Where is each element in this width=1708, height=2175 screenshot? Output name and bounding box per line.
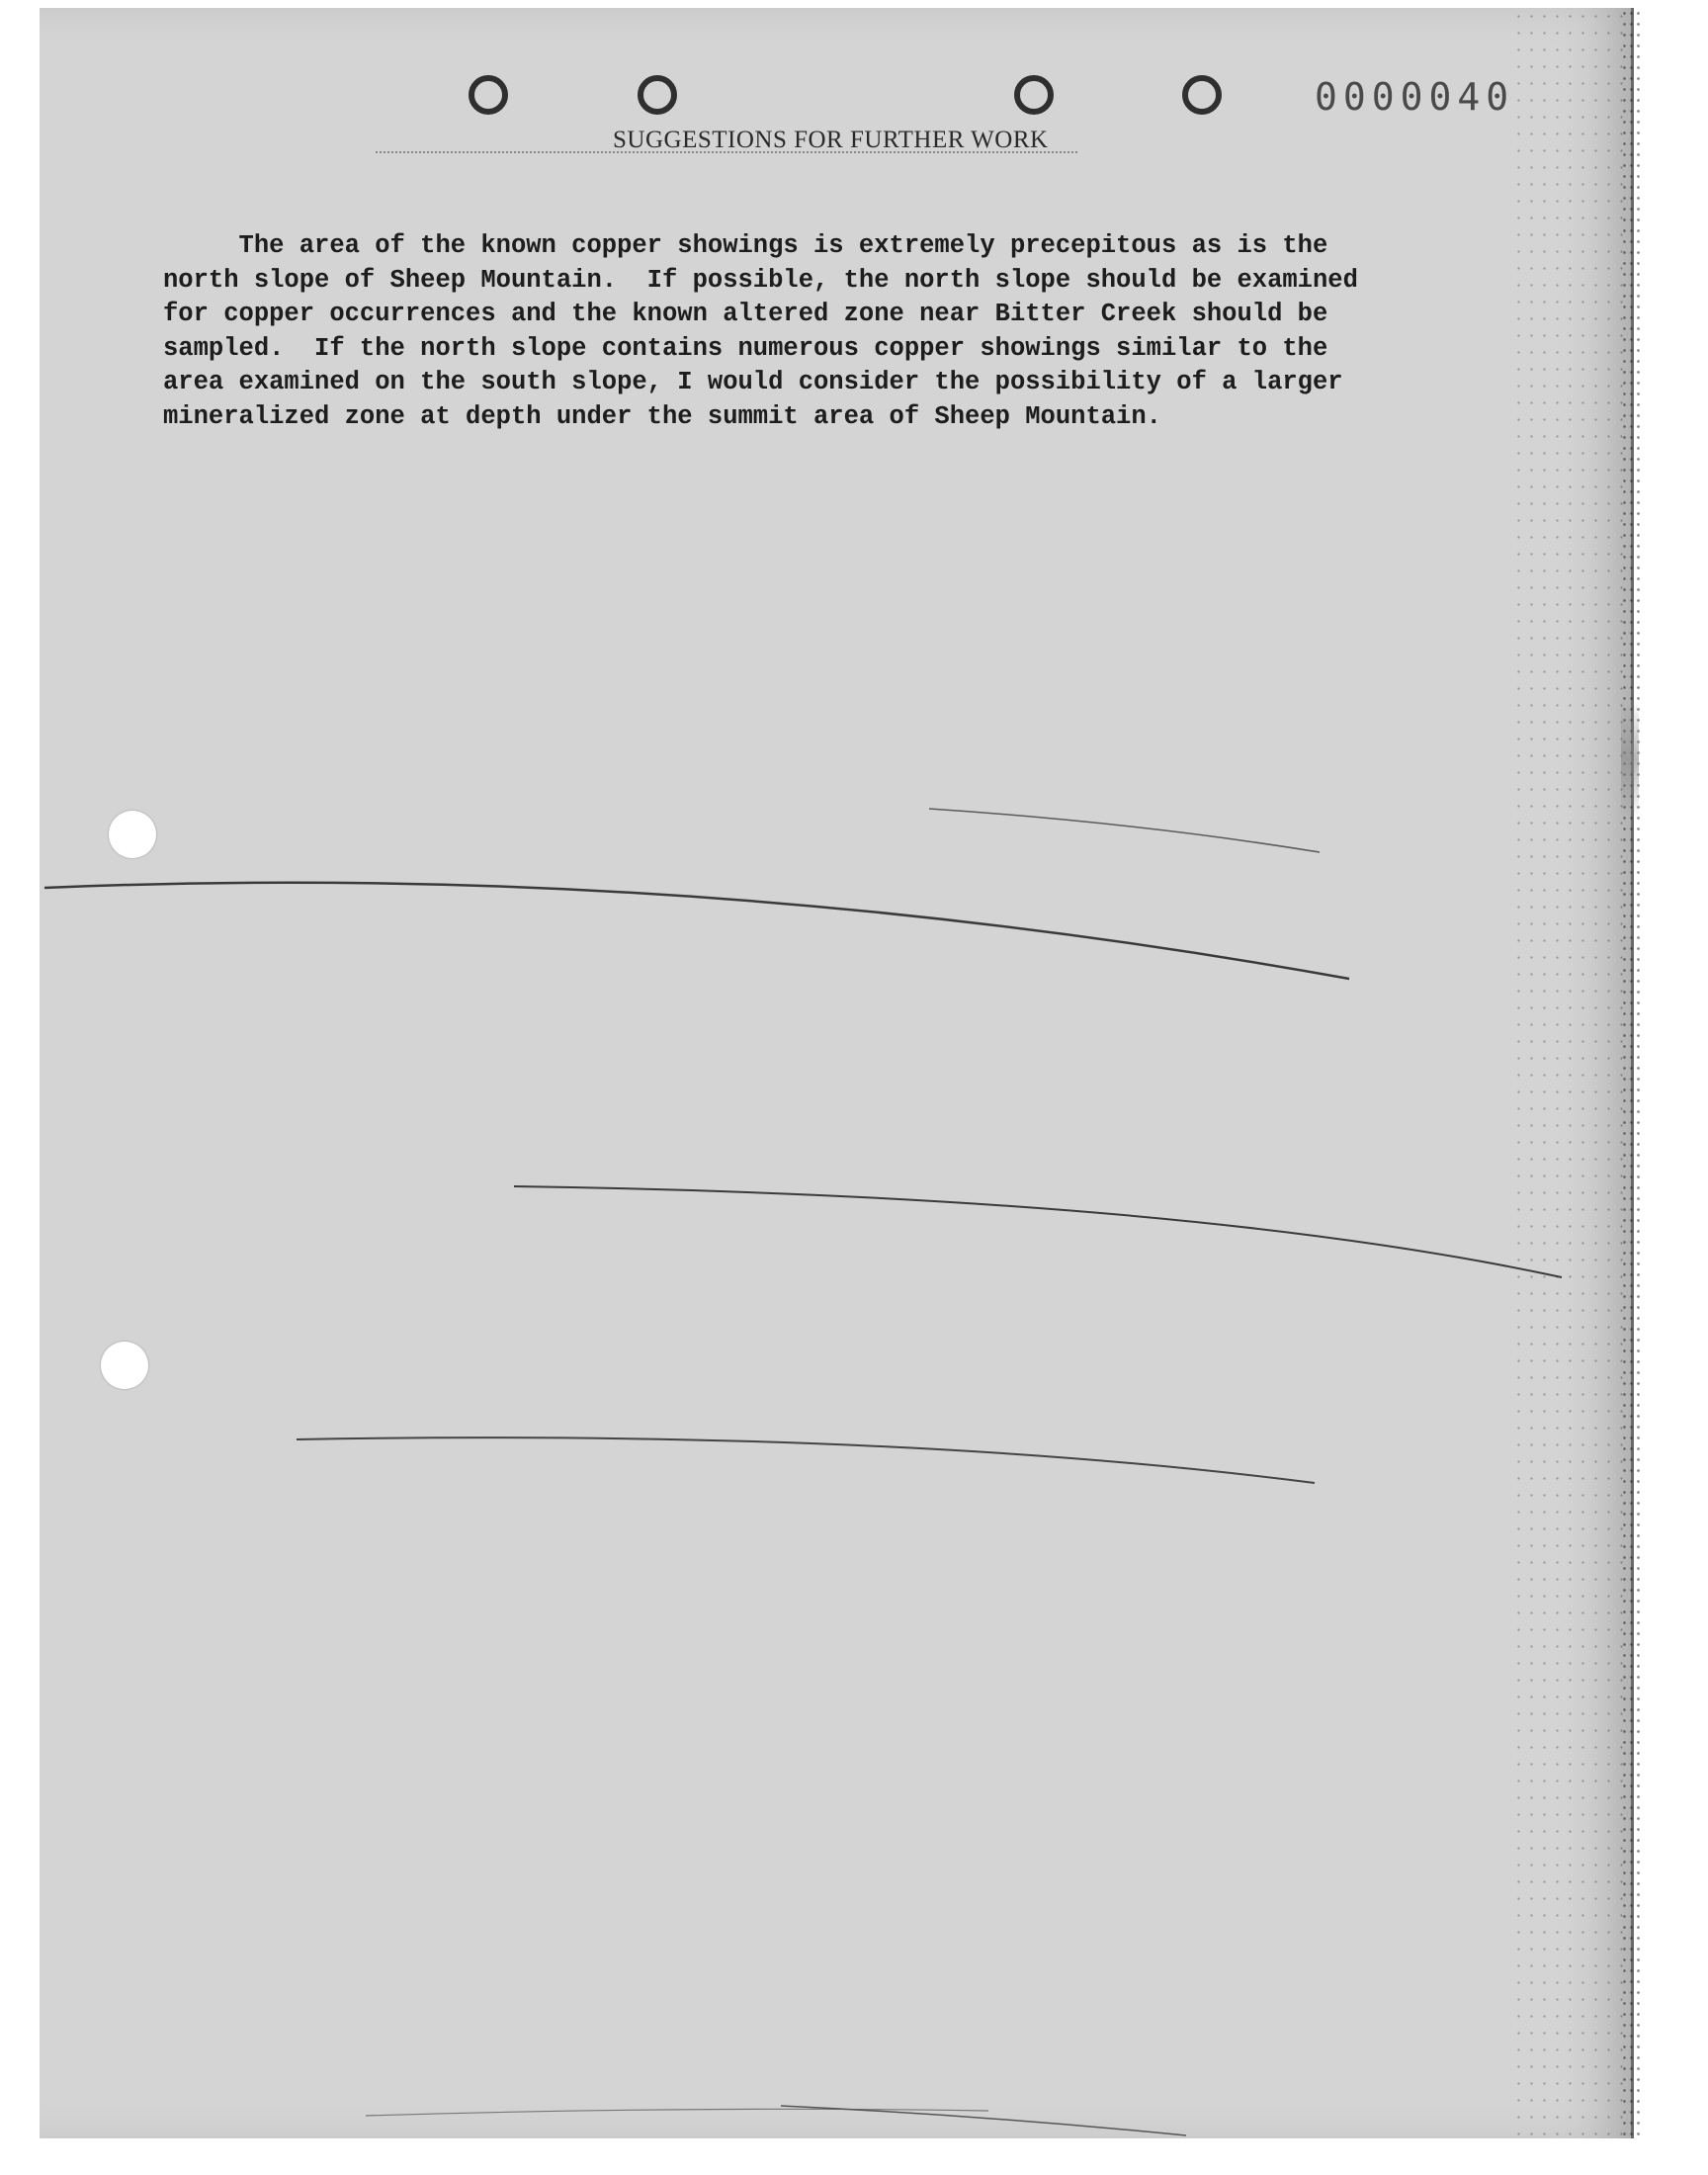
body-line: sampled. If the north slope contains numerous copper showings similar to the (163, 333, 1328, 363)
body-line: north slope of Sheep Mountain. If possible, the north slope should be examined (163, 265, 1358, 295)
document-number: 0000040 (1315, 75, 1515, 119)
body-line: for copper occurrences and the known altered zone near Bitter Creek should be (163, 300, 1328, 328)
body-line: area examined on the south slope, I would consider the possibility of a larger (163, 368, 1343, 396)
body-line: The area of the known copper showings is extremely precepitous as is the (163, 231, 1328, 260)
page-title: SUGGESTIONS FOR FURTHER WORK (613, 127, 1049, 153)
body-line: mineralized zone at depth under the summit area of Sheep Mountain. (163, 401, 1161, 431)
